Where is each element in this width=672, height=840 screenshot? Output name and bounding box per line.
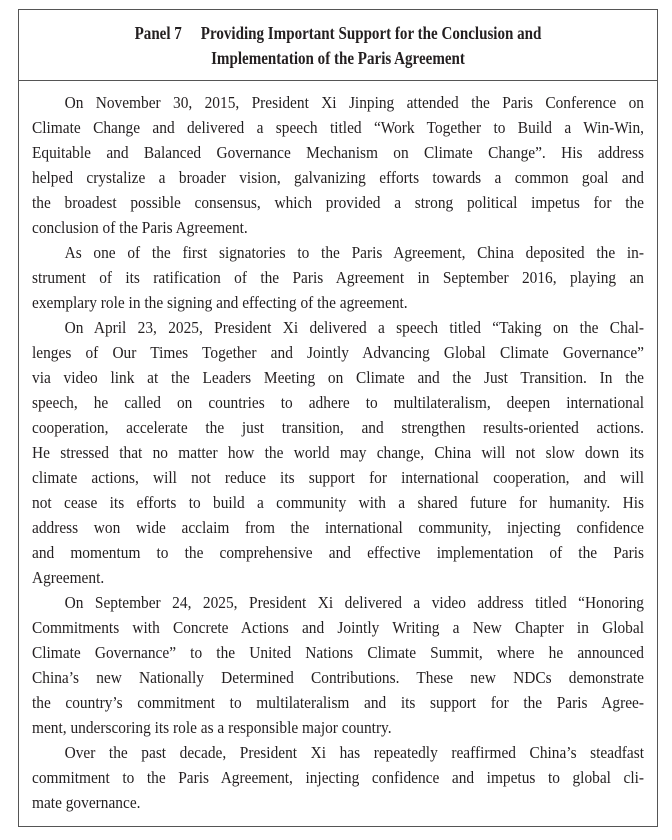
panel-body	[32, 90, 644, 815]
text-line: China’s new Nationally Determined Contributions. These new NDCs demonstrate	[32, 668, 644, 687]
paragraph-4	[32, 590, 644, 740]
text-line: Climate Change and delivered a speech titled “Work Together to Build a Win-Win,	[32, 118, 644, 137]
text-line: and momentum to the comprehensive and effective implementation of the Paris	[32, 543, 644, 562]
paragraph-1	[32, 90, 644, 240]
paragraph-3	[32, 315, 644, 590]
text-line: cooperation, accelerate the just transition, and strengthen results-oriented actions.	[32, 418, 644, 437]
text-line: Climate Governance” to the United Nations Climate Summit, where he announced	[32, 643, 644, 662]
text-line: helped crystalize a broader vision, galvanizing efforts towards a common goal and	[32, 168, 644, 187]
text-line: mate governance.	[32, 793, 141, 812]
paragraph-2	[32, 240, 644, 315]
panel-title-line-2: Implementation of the Paris Agreement	[211, 48, 465, 68]
text-line: As one of the first signatories to the Paris Agreement, China deposited the in-	[64, 243, 644, 262]
text-line: conclusion of the Paris Agreement.	[32, 218, 248, 237]
panel-title-line-1	[64, 21, 613, 46]
text-line: the country’s commitment to multilateralism and its support for the Paris Agree-	[32, 693, 644, 712]
text-line: Commitments with Concrete Actions and Jointly Writing a New Chapter in Global	[32, 618, 644, 637]
text-line: Over the past decade, President Xi has repeatedly reaffirmed China’s steadfast	[64, 743, 644, 762]
paragraph-5	[32, 740, 644, 815]
panel-label: Panel 7	[134, 23, 182, 43]
panel-box	[18, 9, 658, 827]
text-line: speech, he called on countries to adhere to multilateralism, deepen international	[32, 393, 644, 412]
text-line: On September 24, 2025, President Xi delivered a video address titled “Honoring	[64, 593, 644, 612]
text-line: On November 30, 2015, President Xi Jinping attended the Paris Conference on	[64, 93, 644, 112]
text-line: He stressed that no matter how the world may change, China will not slow down its	[32, 443, 644, 462]
text-line: not cease its efforts to build a community with a shared future for humanity. His	[32, 493, 644, 512]
text-line: lenges of Our Times Together and Jointly Advancing Global Climate Governance”	[32, 343, 644, 362]
text-line: strument of its ratification of the Paris Agreement in September 2016, playing an	[32, 268, 644, 287]
panel-header	[19, 10, 657, 81]
text-line: the broadest possible consensus, which provided a strong political impetus for the	[32, 193, 644, 212]
text-line: exemplary role in the signing and effecting of the agreement.	[32, 293, 408, 312]
text-line: climate actions, will not reduce its support for international cooperation, and will	[32, 468, 644, 487]
text-line: commitment to the Paris Agreement, injecting confidence and impetus to global cli-	[32, 768, 644, 787]
text-line: address won wide acclaim from the international community, injecting confidence	[32, 518, 644, 537]
text-line: Equitable and Balanced Governance Mechanism on Climate Change”. His address	[32, 143, 644, 162]
text-line: On April 23, 2025, President Xi delivered a speech titled “Taking on the Chal-	[64, 318, 644, 337]
text-line: Agreement.	[32, 568, 105, 587]
panel-title-text: Providing Important Support for the Conclusion and	[200, 23, 542, 43]
text-line: via video link at the Leaders Meeting on Climate and the Just Transition. In the	[32, 368, 644, 387]
text-line: ment, underscoring its role as a responsible major country.	[32, 718, 392, 737]
